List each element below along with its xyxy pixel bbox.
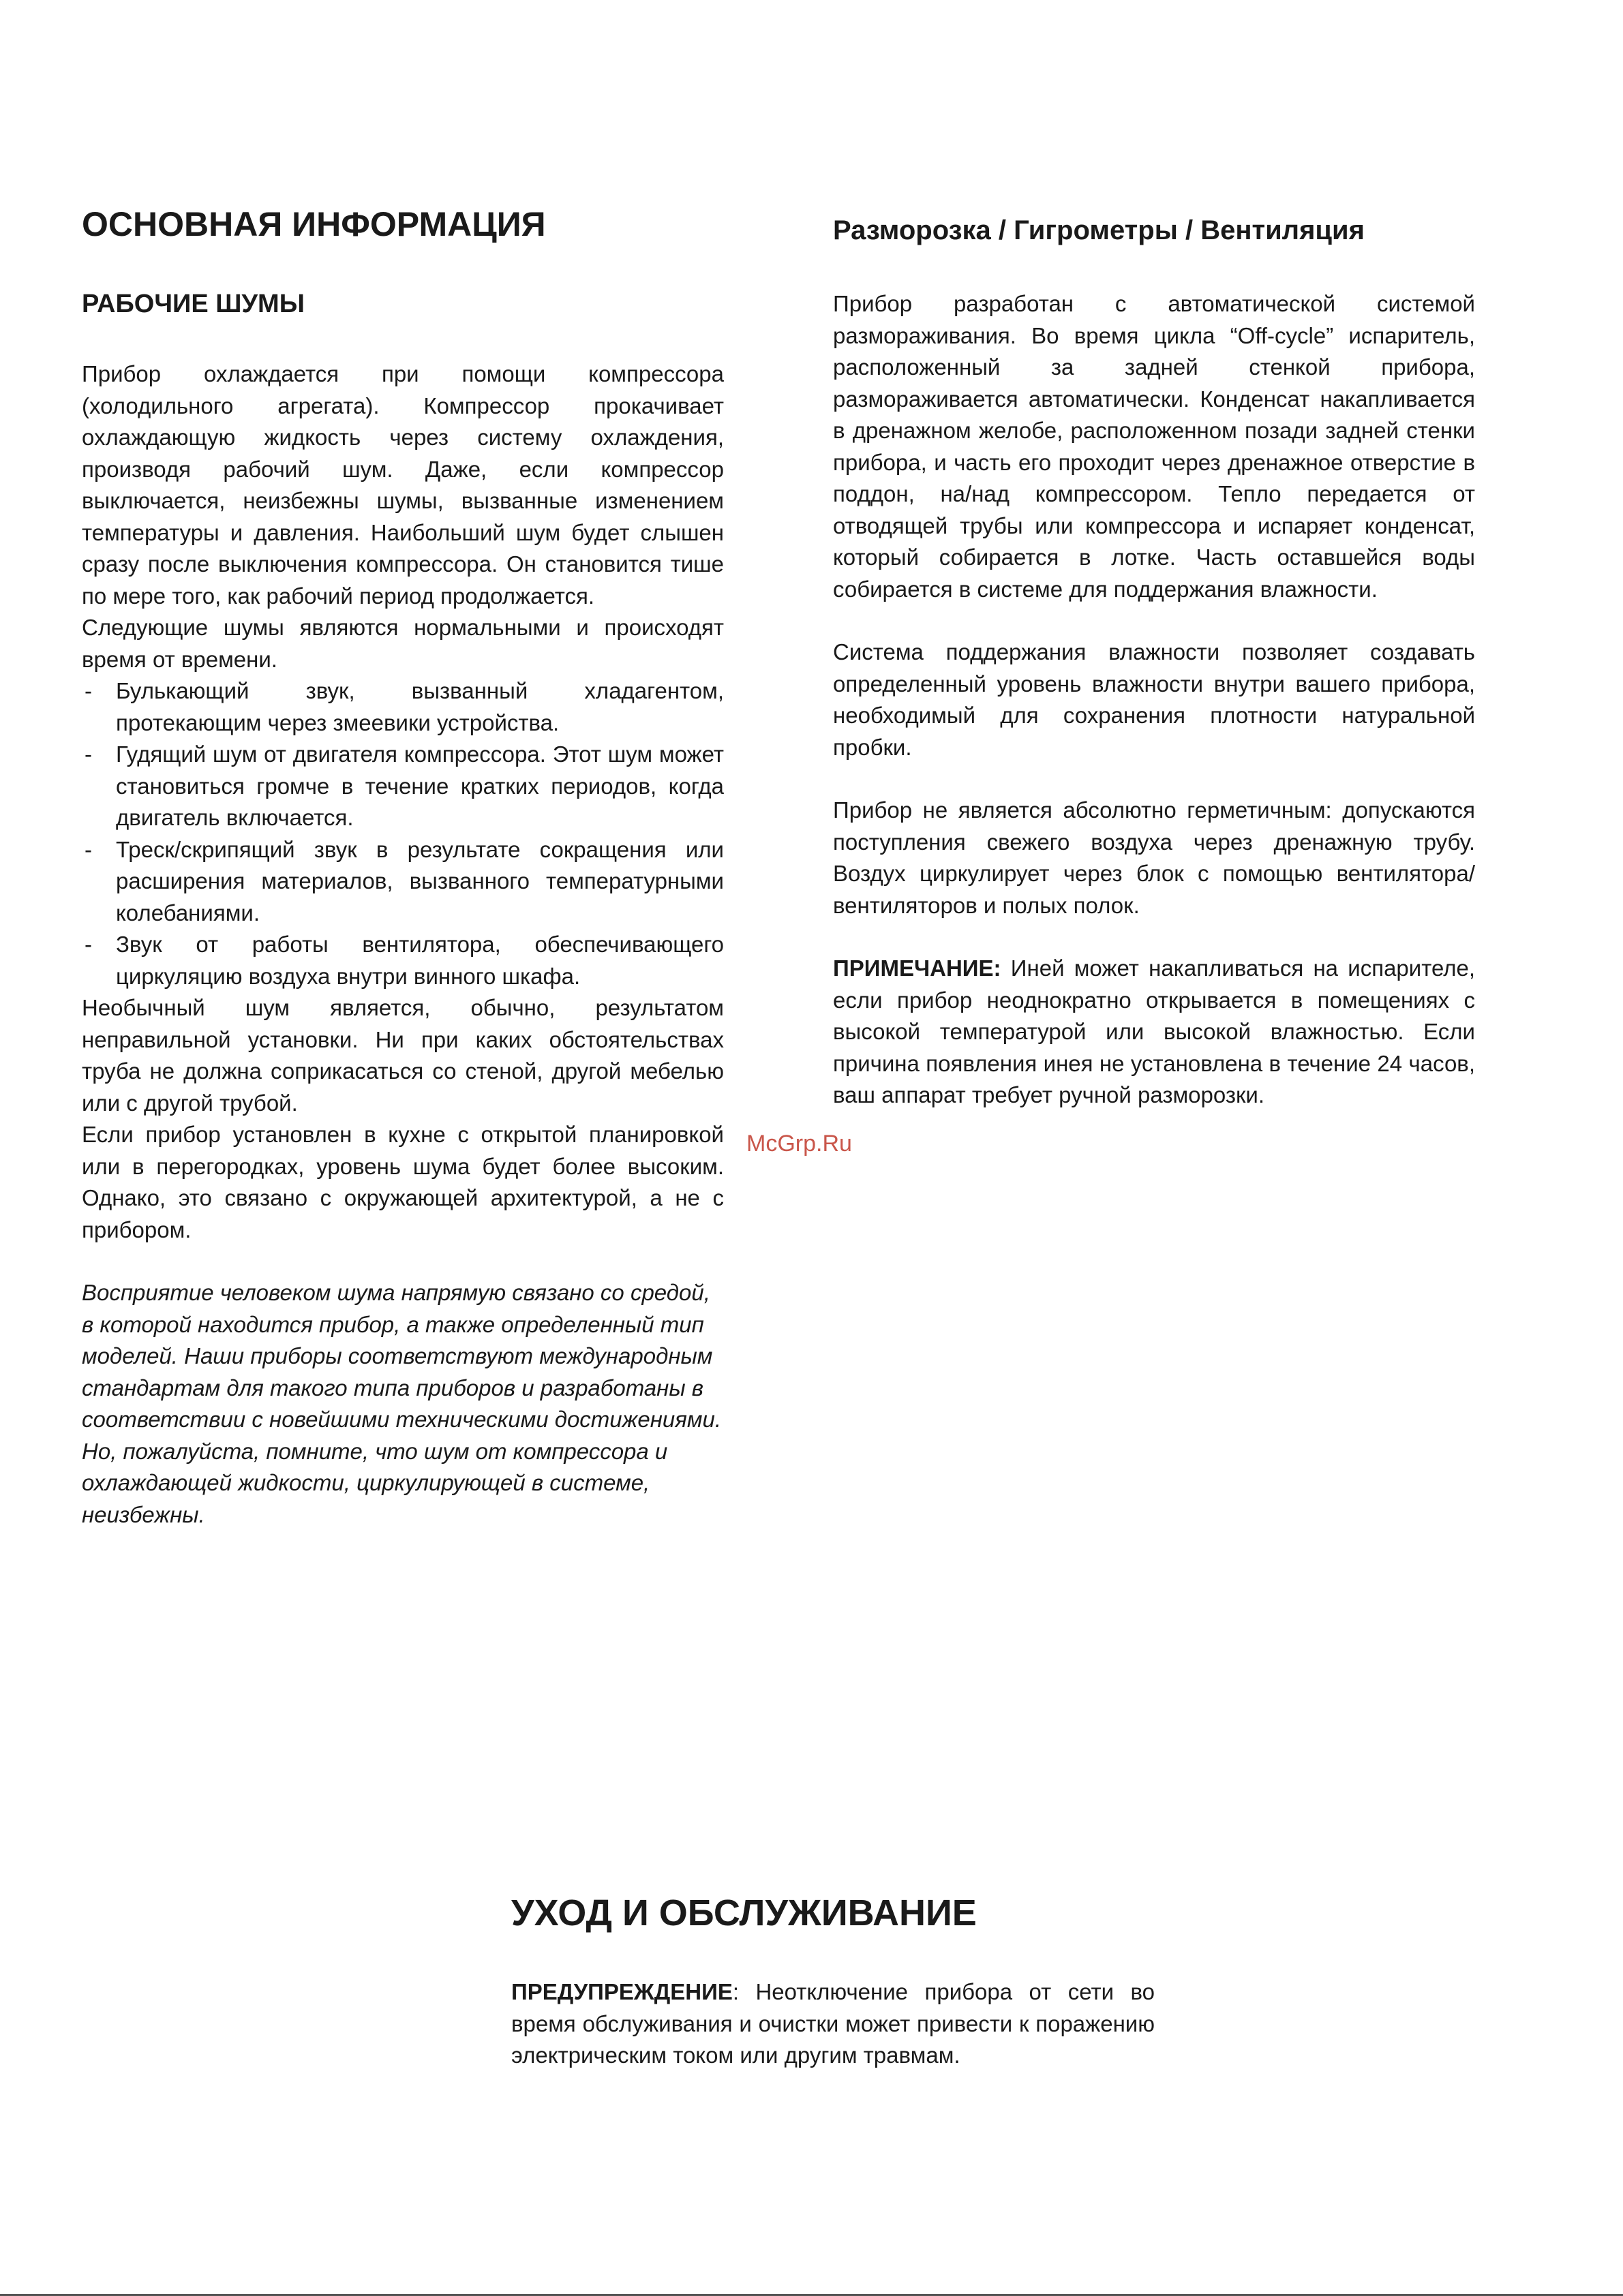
section-title-basic-info: ОСНОВНАЯ ИНФОРМАЦИЯ	[82, 205, 546, 243]
noise-paragraph-1: Прибор охлаждается при помощи компрессора (холодильного агрегата). Компрессор прокачивает охлаждающую жидкость через систему охлаждения, производя рабочий шум. Даже, если компрессор выключается, неизбежны шумы, вызванные изменением температуры и давления. Наибольший шум будет слышен сразу после выключения компрессора. Он становится тише по мере того, как рабочий период продолжается.	[82, 361, 724, 609]
noise-perception-note: Восприятие человеком шума напрямую связано со средой, в которой находится прибор, а также определенный тип моделей. Наши приборы соответствуют международным стандартам для такого типа приборов и разработаны в соответствии с новейшими техническими достижениями. Но, пожалуйста, помните, что шум от компрессора и охлаждающей жидкости, циркулирующей в системе, неизбежны.	[82, 1280, 721, 1527]
subsection-title-operating-noise: РАБОЧИЕ ШУМЫ	[82, 290, 305, 318]
list-item: - Гудящий шум от двигателя компрессора. Этот шум может становиться громче в течение кратких периодов, когда двигатель включается.	[82, 739, 724, 834]
noise-paragraph-2: Следующие шумы являются нормальными и происходят время от времени.	[82, 615, 724, 672]
warning-label: ПРЕДУПРЕЖДЕНИЕ	[511, 1979, 733, 2004]
defrost-paragraph-1: Прибор разработан с автоматической системой размораживания. Во время цикла “Off-cycle” испаритель, расположенный за задней стенкой прибора, размораживается автоматически. Конденсат накапливается в дренажном желобе, расположенном позади задней стенки прибора, и часть его проходит через дренажное отверстие в поддон, на/над компрессором. Тепло передается от отводящей трубы или компрессора и испаряет конденсат, который собирается в лотке. Часть оставшейся воды собирается в системе для поддержания влажности.	[833, 291, 1475, 602]
humidity-paragraph: Система поддержания влажности позволяет создавать определенный уровень влажности внутри вашего прибора, необходимый для сохранения плотности натуральной пробки.	[833, 639, 1475, 760]
care-warning	[511, 1976, 1155, 2072]
right-column-text	[833, 288, 1475, 1112]
noise-bullet-list	[82, 675, 724, 992]
list-item: - Звук от работы вентилятора, обеспечивающего циркуляцию воздуха внутри винного шкафа.	[82, 929, 724, 992]
watermark: McGrp.Ru	[746, 1131, 852, 1157]
left-column-text	[82, 358, 724, 1531]
warning-text: : Неотключение прибора от сети во время обслуживания и очистки может привести к поражению электрическим током или другим травмам.	[511, 1979, 1155, 2068]
list-item: - Треск/скрипящий звук в результате сокращения или расширения материалов, вызванного температурными колебаниями.	[82, 834, 724, 930]
note-label: ПРИМЕЧАНИЕ:	[833, 955, 1001, 981]
list-item: - Булькающий звук, вызванный хладагентом, протекающим через змеевики устройства.	[82, 675, 724, 739]
note-text: Иней может накапливаться на испарителе, если прибор неоднократно открывается в помещениях с высокой температурой или высокой влажностью. Если причина появления инея не установлена в течение 24 часов, ваш аппарат требует ручной разморозки.	[833, 955, 1475, 1107]
noise-paragraph-4: Если прибор установлен в кухне с открытой планировкой или в перегородках, уровень шума будет более высоким. Однако, это связано с окружающей архитектурой, а не с прибором.	[82, 1122, 724, 1242]
warning-paragraph	[511, 1976, 1155, 2072]
noise-paragraph-3: Необычный шум является, обычно, результатом неправильной установки. Ни при каких обстоятельствах труба не должна соприкасаться со стеной, другой мебелью или с другой трубой.	[82, 995, 724, 1116]
section-title-care: УХОД И ОБСЛУЖИВАНИЕ	[511, 1893, 977, 1933]
ventilation-paragraph: Прибор не является абсолютно герметичным: допускаются поступления свежего воздуха через дренажную трубу. Воздух циркулирует через блок с помощью вентилятора/вентиляторов и полых полок.	[833, 797, 1475, 918]
section-title-defrost: Разморозка / Гигрометры / Вентиляция	[833, 215, 1365, 245]
frost-note	[833, 953, 1475, 1112]
